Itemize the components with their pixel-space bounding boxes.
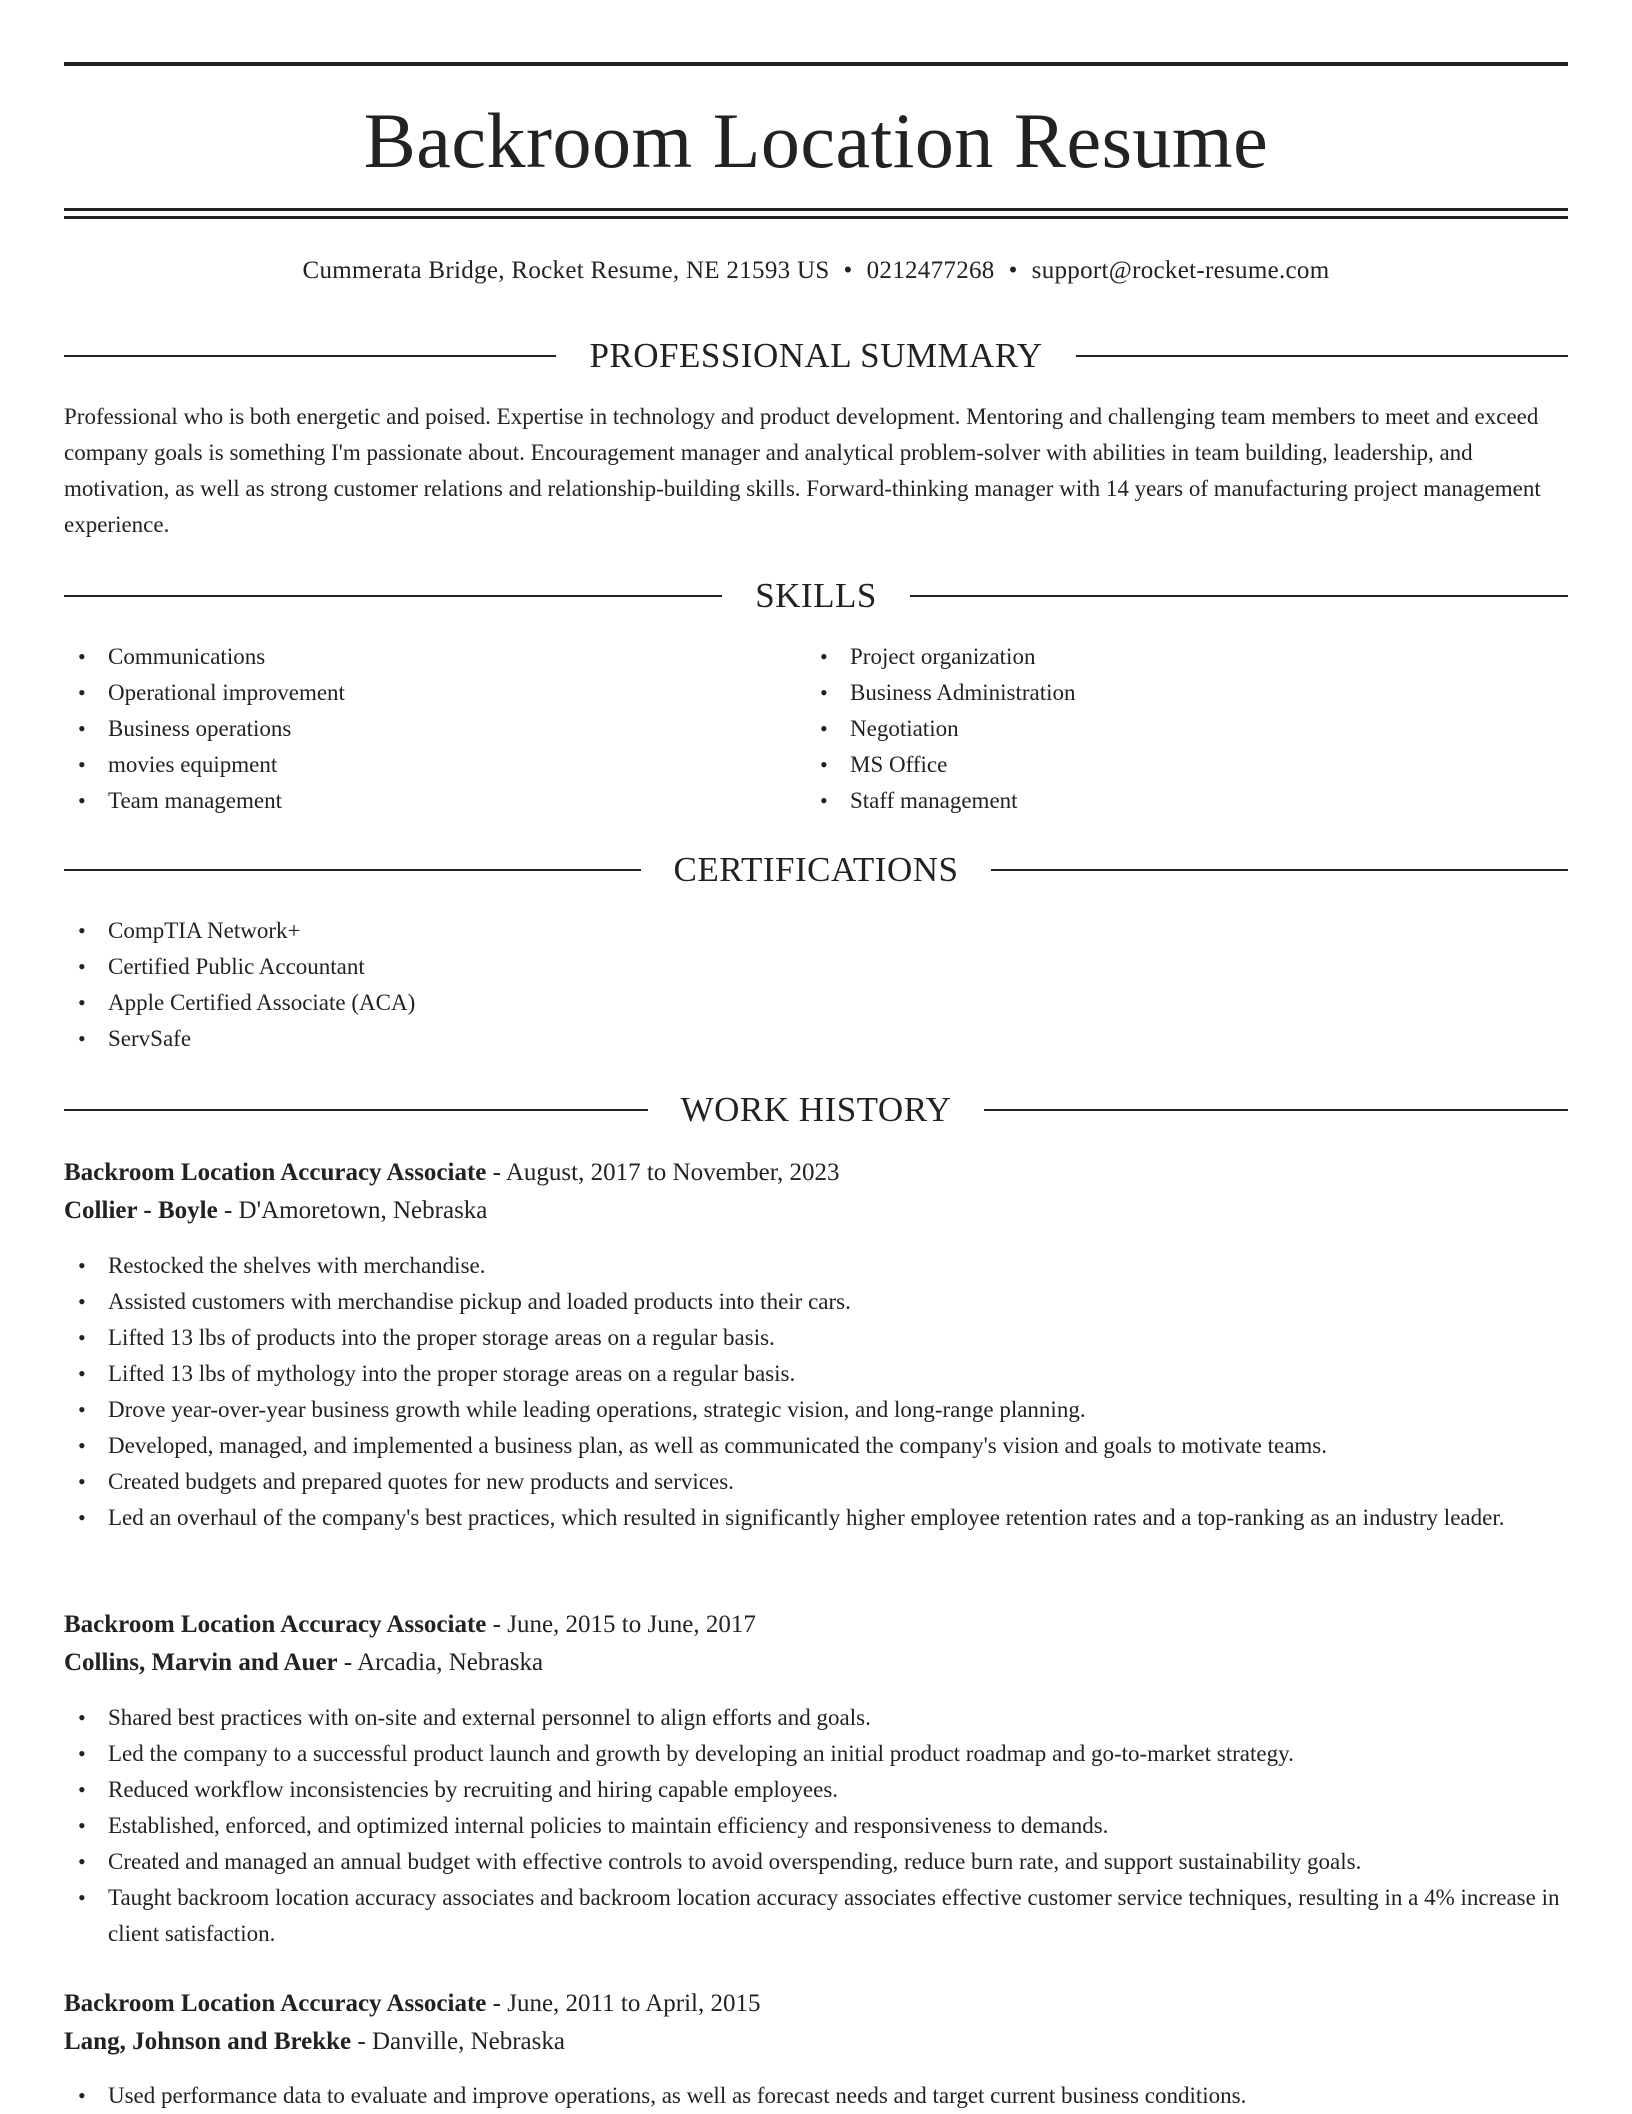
job-bullet: • Established, enforced, and optimized internal policies to maintain efficiency and responsiveness to demands. [64,1808,1568,1844]
job-title: Backroom Location Accuracy Associate [64,1990,487,2017]
section-rule [64,1109,648,1111]
section-rule [984,1109,1568,1111]
job-bullet: • Lifted 13 lbs of products into the proper storage areas on a regular basis. [64,1320,1568,1356]
job-location: - Arcadia, Nebraska [337,1649,544,1676]
section-title: CERTIFICATIONS [673,850,959,889]
section-rule [64,355,556,357]
section-header-certifications [64,848,1568,892]
skill-item: • Staff management [806,783,1546,819]
job-bullet: • Led the company to a successful product launch and growth by developing an initial product roadmap and go-to-market strategy. [64,1736,1568,1772]
job-company: Collins, Marvin and Auer [64,1649,338,1676]
skills-list-right [806,639,1546,819]
job-bullet: • Developed, managed, and implemented a business plan, as well as communicated the company's vision and goals to motivate teams. [64,1428,1568,1464]
job-bullet: • Drove year-over-year business growth while leading operations, strategic vision, and long-range planning. [64,1392,1568,1428]
skill-item: • Business operations [64,711,804,747]
certification-item: • Apple Certified Associate (ACA) [64,985,1568,1021]
skill-item: • MS Office [806,747,1546,783]
section-header-work-history [64,1088,1568,1132]
skill-item: • Operational improvement [64,675,804,711]
contact-line [64,255,1568,287]
section-header-skills [64,574,1568,618]
job-dates: - June, 2011 to April, 2015 [486,1990,761,2017]
job-company-line [64,1192,487,1230]
skill-item: • Negotiation [806,711,1546,747]
header-double-rule [64,208,1568,219]
job-bullet: • Reduced workflow inconsistencies by recruiting and hiring capable employees. [64,1772,1568,1808]
job-bullets [64,1700,1568,1952]
job-bullet: • Created budgets and prepared quotes for new products and services. [64,1464,1568,1500]
job-company-line [64,2023,565,2061]
job-location: - Danville, Nebraska [351,2028,565,2055]
contact-separator: • [1008,257,1018,284]
job-bullet: • Shared best practices with on-site and external personnel to align efforts and goals. [64,1700,1568,1736]
section-rule [1076,355,1568,357]
resume-title: Backroom Location Resume [363,97,1269,184]
job-bullets [64,2078,1568,2114]
contact-email: support@rocket-resume.com [1031,257,1330,284]
job-bullet: • Taught backroom location accuracy associates and backroom location accuracy associates effective customer service techniques, resulting in a 4% increase in client satisfaction. [64,1880,1568,1952]
skill-item: • Business Administration [806,675,1546,711]
job-company: Lang, Johnson and Brekke [64,2028,352,2055]
job-title: Backroom Location Accuracy Associate [64,1611,487,1638]
job-title-line [64,1985,760,2023]
certification-item: • CompTIA Network+ [64,913,1568,949]
skill-item: • Team management [64,783,804,819]
section-rule [64,595,722,597]
section-rule [910,595,1568,597]
certifications-list [64,913,1568,1057]
job-title-line [64,1154,840,1192]
certification-item: • Certified Public Accountant [64,949,1568,985]
job-bullet: • Used performance data to evaluate and improve operations, as well as forecast needs and target current business conditions. [64,2078,1568,2114]
job-bullet: • Created and managed an annual budget with effective controls to avoid overspending, reduce burn rate, and support sustainability goals. [64,1844,1568,1880]
contact-separator: • [843,257,853,284]
certification-item: • ServSafe [64,1021,1568,1057]
job-bullet: • Restocked the shelves with merchandise. [64,1248,1568,1284]
contact-address: Cummerata Bridge, Rocket Resume, NE 21593 US [302,257,830,284]
contact-phone: 0212477268 [866,257,995,284]
header-top-rule [64,62,1568,66]
section-rule [64,869,641,871]
job-title-line [64,1606,756,1644]
job-title: Backroom Location Accuracy Associate [64,1159,487,1186]
section-rule [991,869,1568,871]
section-title: PROFESSIONAL SUMMARY [589,336,1043,375]
section-title: SKILLS [755,576,877,615]
job-bullet: • Assisted customers with merchandise pickup and loaded products into their cars. [64,1284,1568,1320]
job-location: - D'Amoretown, Nebraska [217,1197,488,1224]
job-dates: - August, 2017 to November, 2023 [486,1159,840,1186]
job-bullet: • Led an overhaul of the company's best practices, which resulted in significantly higher employee retention rates and a top-ranking as an industry leader. [64,1500,1568,1536]
job-bullet: • Lifted 13 lbs of mythology into the proper storage areas on a regular basis. [64,1356,1568,1392]
job-company-line [64,1644,543,1682]
job-bullets [64,1248,1568,1536]
job-dates: - June, 2015 to June, 2017 [486,1611,756,1638]
skill-item: • Communications [64,639,804,675]
skill-item: • Project organization [806,639,1546,675]
summary-text: Professional who is both energetic and poised. Expertise in technology and product development. Mentoring and challenging team members to meet and exceed company goals is something I'm passionate about. Encouragement manager and analytical problem-solver with abilities in team building, leadership, and motivation, as well as strong customer relations and relationship-building skills. Forward-thinking manager with 14 years of manufacturing project management experience. [64,404,1541,537]
skills-list-left [64,639,804,819]
skill-item: • movies equipment [64,747,804,783]
section-header-summary [64,334,1568,378]
job-company: Collier - Boyle [64,1197,218,1224]
section-title: WORK HISTORY [680,1090,952,1129]
